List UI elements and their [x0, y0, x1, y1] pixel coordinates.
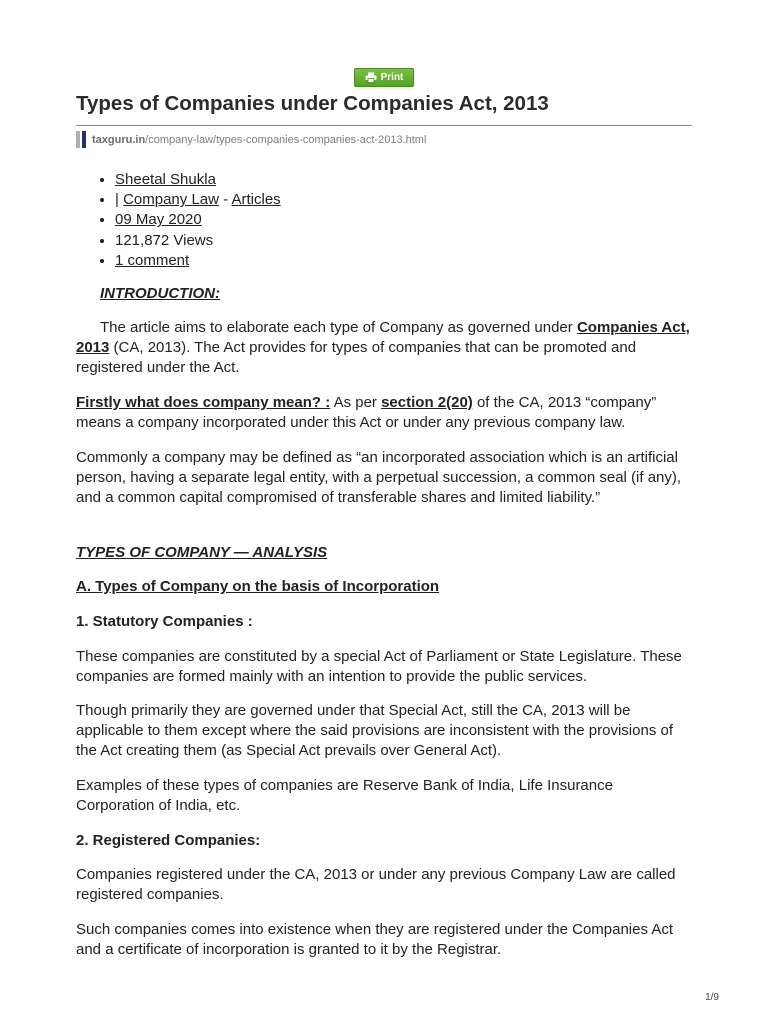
statutory-paragraph-3: Examples of these types of companies are Reserve Bank of India, Life Insurance Corporation of India, etc. — [76, 777, 613, 815]
types-heading-text: TYPES OF COMPANY — ANALYSIS — [76, 544, 328, 561]
company-meaning-paragraph — [76, 393, 692, 433]
comments-link[interactable]: 1 comment — [115, 251, 190, 269]
section-link[interactable]: section 2(20) — [381, 394, 473, 411]
source-link[interactable] — [92, 134, 426, 146]
print-button-label: Print — [380, 72, 404, 83]
article-meta-list — [76, 170, 281, 271]
printer-icon — [365, 72, 377, 83]
company-meaning-lead: Firstly what does company mean? : — [76, 394, 331, 411]
intro-text-1: The article aims to elaborate each type of Company as governed under — [100, 319, 577, 336]
registered-paragraph-1: Companies registered under the CA, 2013 or under any previous Company Law are called registered companies. — [76, 866, 676, 904]
print-button[interactable] — [354, 68, 414, 87]
statutory-heading: 1. Statutory Companies : — [76, 613, 253, 630]
articles-link[interactable]: Articles — [231, 191, 281, 209]
page-title: Types of Companies under Companies Act, 2013 — [76, 92, 549, 115]
companies-act-link[interactable]: Companies Act, 2013 — [76, 319, 690, 357]
category-prefix: | — [115, 191, 124, 209]
source-domain: taxguru.in — [92, 133, 146, 146]
company-meaning-text: of the CA, 2013 “company” means a company incorporated under this Act or under any previous company law. — [76, 394, 657, 432]
title-divider — [76, 125, 692, 126]
source-url — [76, 131, 426, 148]
page-number: 1/9 — [705, 992, 719, 1003]
statutory-paragraph-2: Though primarily they are governed under that Special Act, still the CA, 2013 will be applicable to them except where the said provisions are inconsistent with the provisions of the Act creating them (as Special Act prevails over General Act). — [76, 702, 673, 760]
intro-heading — [76, 284, 692, 304]
category-link[interactable]: Company Law — [123, 191, 219, 209]
list-item — [115, 251, 281, 271]
statutory-paragraph-1: These companies are constituted by a special Act of Parliament or State Legislature. These companies are formed mainly with an intention to provide the public services. — [76, 648, 682, 686]
source-path: /company-law/types-companies-companies-act-2013.html — [145, 133, 427, 146]
list-item — [115, 231, 281, 251]
category-separator: - — [218, 191, 232, 209]
views-count: 121,872 Views — [115, 231, 214, 249]
list-item — [115, 210, 281, 230]
intro-heading-text: INTRODUCTION: — [100, 285, 220, 302]
list-item — [115, 170, 281, 190]
section-a-heading-text: A. Types of Company on the basis of Incorporation — [76, 578, 440, 595]
section-a-heading — [76, 577, 692, 597]
intro-text-2: (CA, 2013). The Act provides for types of companies that can be promoted and registered under the Act. — [76, 339, 637, 377]
author-link[interactable]: Sheetal Shukla — [115, 171, 216, 188]
list-item — [115, 190, 281, 210]
source-bar-grey — [76, 131, 80, 148]
date-link[interactable]: 09 May 2020 — [115, 211, 202, 229]
registered-paragraph-2: Such companies comes into existence when they are registered under the Companies Act and a certificate of incorporation is granted to it by the Registrar. — [76, 921, 673, 959]
registered-heading: 2. Registered Companies: — [76, 832, 261, 849]
intro-paragraph — [76, 318, 692, 379]
definition-paragraph: Commonly a company may be defined as “an incorporated association which is an artificial person, having a separate legal entity, with a perpetual succession, a common seal (if any), and a common capital compromised of transferable shares and limited liability.” — [76, 449, 682, 507]
company-meaning-mid: As per — [330, 394, 382, 411]
types-heading — [76, 543, 692, 563]
source-bar-navy — [82, 131, 86, 148]
